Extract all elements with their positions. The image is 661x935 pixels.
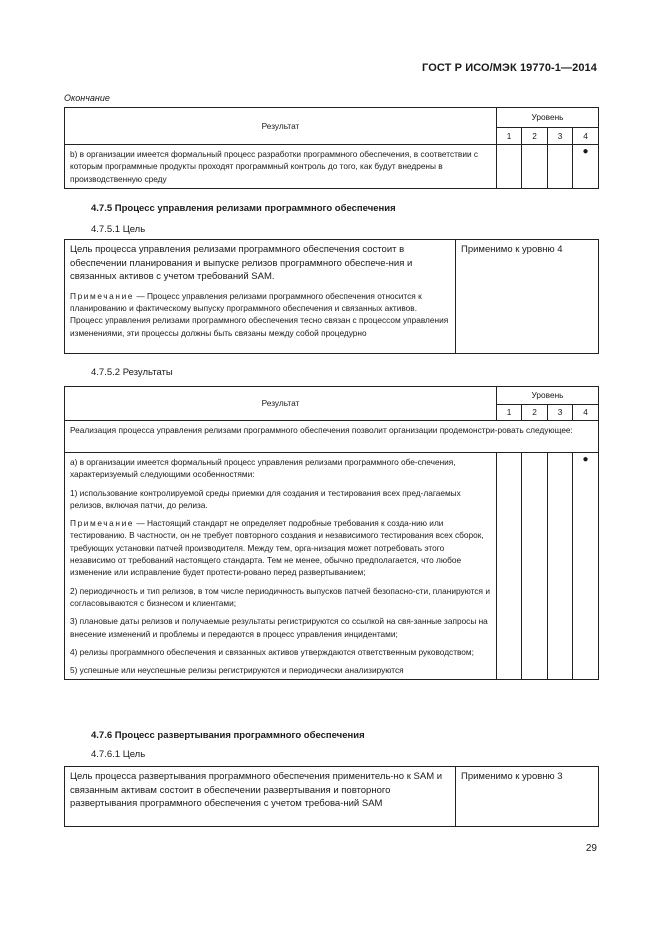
level-2-cell xyxy=(522,145,548,189)
subsection-4-7-5-1: 4.7.5.1 Цель xyxy=(91,224,146,235)
item-a: а) в организации имеется формальный процесс управления релизами программного обе-спечения, характеризуемый следующими особенностями: xyxy=(70,457,456,480)
column-header-result: Результат xyxy=(65,387,497,421)
results-table-4-7-5-2 xyxy=(64,386,599,680)
item-1: 1) использование контролируемой среды приемки для создания и тестирования всех пред-лагаемых релизов, включая патчи, до релиза. xyxy=(70,487,461,510)
column-header-result: Результат xyxy=(65,108,497,145)
level-3-header: 3 xyxy=(548,405,573,421)
results-table-continued xyxy=(64,107,599,189)
subsection-4-7-6-1: 4.7.6.1 Цель xyxy=(91,749,146,760)
level-3-cell xyxy=(548,453,573,680)
level-3-header: 3 xyxy=(548,128,573,145)
level-4-marker: ● xyxy=(573,145,599,189)
level-3-cell xyxy=(548,145,573,189)
item-5: 5) успешные или неуспешные релизы регистрируются и периодически анализируются xyxy=(70,665,404,676)
item-2: 2) периодичность и тип релизов, в том числе периодичность выпусков патчей безопасно-сти, планируются и согласовываются с бизнесом и клиентами; xyxy=(70,585,490,608)
level-4-header: 4 xyxy=(573,128,599,145)
section-heading-4-7-5: 4.7.5 Процесс управления релизами программного обеспечения xyxy=(91,203,396,214)
column-header-level: Уровень xyxy=(497,108,599,128)
level-4-header: 4 xyxy=(573,405,599,421)
applicability-cell: Применимо к уровню 4 xyxy=(456,240,599,354)
item-4: 4) релизы программного обеспечения и связанных активов утверждаются ответственным руководством; xyxy=(70,646,474,657)
goal-text: Цель процесса управления релизами программного обеспечения состоит в обеспечении планирования и выпуске релизов программного обеспече-ния и связанных активов с учетом требований SAM. xyxy=(70,244,413,283)
level-2-header: 2 xyxy=(522,128,548,145)
continuation-label: Окончание xyxy=(64,93,110,103)
level-1-cell xyxy=(497,453,522,680)
level-2-cell xyxy=(522,453,548,680)
level-4-marker: ● xyxy=(573,453,599,680)
level-1-header: 1 xyxy=(497,128,522,145)
goal-cell xyxy=(65,240,456,354)
result-item-a xyxy=(65,453,497,680)
page-number: 29 xyxy=(585,843,597,854)
document-header-title: ГОСТ Р ИСО/МЭК 19770-1—2014 xyxy=(422,62,597,74)
note-text: — Процесс управления релизами программного обеспечения относится к планированию и фактическому выпуску программного обеспечения и связанных активов. Процесс управления релизами программного обеспечения тесно связан с процессом управления изменениями, эти процессы должны быть связаны между собой процедурно xyxy=(70,290,449,338)
level-1-header: 1 xyxy=(497,405,522,421)
result-row-b: b) в организации имеется формальный процесс разработки программного обеспечения, в соответствии с которым программные продукты проходят программный контроль до того, как будут внедрены в производственную среду xyxy=(65,145,497,189)
goal-table-4-7-5 xyxy=(64,239,599,354)
note-text: — Настоящий стандарт не определяет подробные требования к созда-нию или тестированию. В частности, он не требует повторного создания и независимого тестирования всех сборок, требующих установки патчей производителя. Между тем, орга-низация может потребовать этого независимо от требований настоящего стандарта. Тем не менее, обычно предполагается, что любое изменение или исправление будет протести-ровано перед развертыванием; xyxy=(70,518,484,578)
note-label: Примечание xyxy=(70,290,135,301)
subsection-4-7-5-2: 4.7.5.2 Результаты xyxy=(91,367,173,378)
goal-table-4-7-6 xyxy=(64,766,599,827)
level-1-cell xyxy=(497,145,522,189)
item-3: 3) плановые даты релизов и получаемые результаты регистрируются со ссылкой на свя-занные запросы на внесение изменений и проблемы и передаются в процесс управления инцидентами; xyxy=(70,616,488,639)
goal-text: Цель процесса развертывания программного обеспечения применитель-но к SAM и связанным активам состоит в обеспечении развертывания и повторного развертывания программного обеспечения с учетом требова-ний SAM xyxy=(65,767,456,827)
level-2-header: 2 xyxy=(522,405,548,421)
section-heading-4-7-6: 4.7.6 Процесс развертывания программного обеспечения xyxy=(91,730,365,741)
note-label: Примечание xyxy=(70,518,135,529)
item-note xyxy=(70,517,491,578)
column-header-level: Уровень xyxy=(497,387,599,405)
results-intro: Реализация процесса управления релизами программного обеспечения позволит организации продемонстри-ровать следующее: xyxy=(65,421,599,453)
applicability-cell: Применимо к уровню 3 xyxy=(456,767,599,827)
goal-note xyxy=(70,290,450,339)
